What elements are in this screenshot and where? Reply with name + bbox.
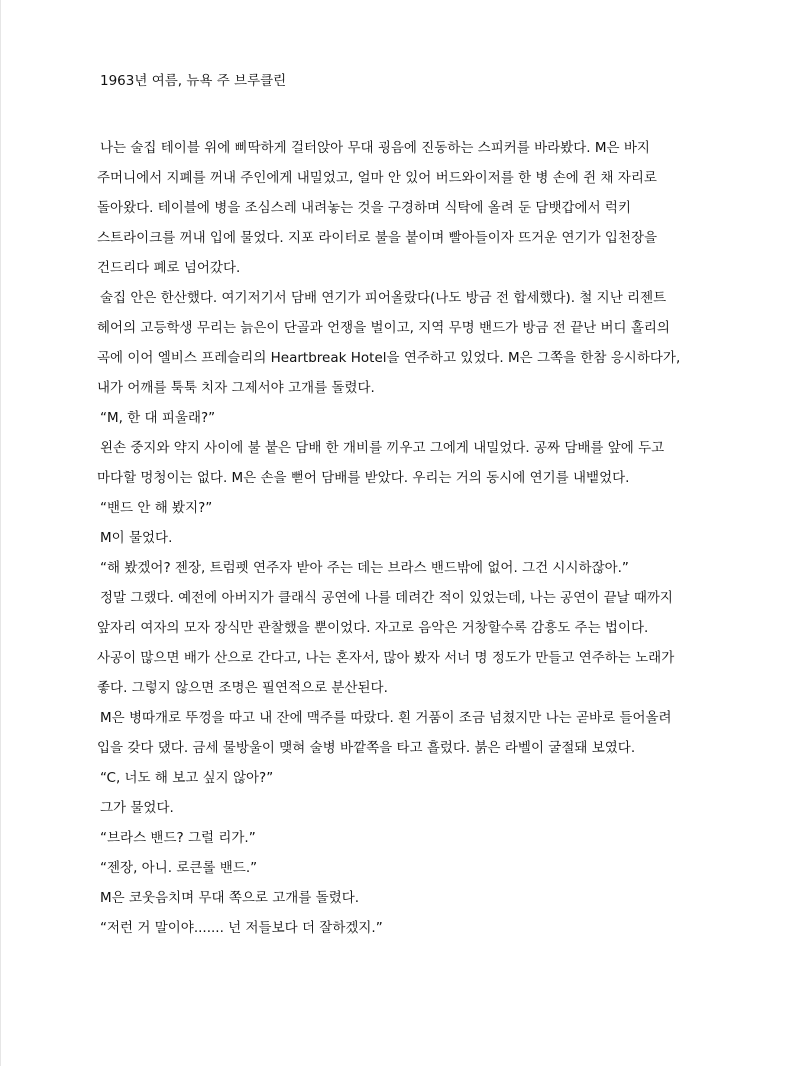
chapter-heading: 1963년 여름, 뉴욕 주 브루클린 [100, 73, 287, 89]
text-line: 술집 안은 한산했다. 여기저기서 담배 연기가 피어올랐다(나도 방금 전 합세했다). 철 지난 리젠트 [100, 290, 667, 306]
text-line: 곡에 이어 엘비스 프레슬리의 Heartbreak Hotel을 연주하고 있었다. M은 그쪽을 한참 응시하다가, [97, 350, 681, 366]
text-line: 좋다. 그렇지 않으면 조명은 필연적으로 분산된다. [97, 680, 388, 696]
text-line: 앞자리 여자의 모자 장식만 관찰했을 뿐이었다. 자고로 음악은 거창할수록 감흥도 주는 법이다. [97, 620, 649, 636]
document-body [97, 66, 737, 943]
text-line: “M, 한 대 피울래?” [100, 410, 216, 426]
text-line: 건드리다 폐로 넘어갔다. [97, 260, 241, 276]
text-line: 헤어의 고등학생 무리는 늙은이 단골과 언쟁을 벌이고, 지역 무명 밴드가 방금 전 끝난 버디 홀리의 [97, 320, 670, 336]
text-line: 내가 어깨를 툭툭 치자 그제서야 고개를 돌렸다. [97, 380, 375, 396]
text-line: M이 물었다. [100, 530, 173, 546]
text-line: 왼손 중지와 약지 사이에 불 붙은 담배 한 개비를 끼우고 그에게 내밀었다. 공짜 담배를 앞에 두고 [100, 440, 665, 456]
text-line: M은 코웃음치며 무대 쪽으로 고개를 돌렸다. [100, 890, 360, 906]
text-line: 나는 술집 테이블 위에 삐딱하게 걸터앉아 무대 굉음에 진동하는 스피커를 바라봤다. M은 바지 [100, 140, 650, 156]
text-line: “브라스 밴드? 그럴 리가.” [100, 830, 256, 846]
text-body [97, 133, 737, 943]
text-line: 스트라이크를 꺼내 입에 물었다. 지포 라이터로 불을 붙이며 빨아들이자 뜨거운 연기가 입천장을 [97, 230, 658, 246]
text-line: “해 봤겠어? 젠장, 트럼펫 연주자 받아 주는 데는 브라스 밴드밖에 없어. 그건 시시하잖아.” [100, 560, 629, 576]
text-line: 주머니에서 지폐를 꺼내 주인에게 내밀었고, 얼마 안 있어 버드와이저를 한 병 손에 쥔 채 자리로 [97, 170, 657, 186]
text-line: “젠장, 아니. 로큰롤 밴드.” [100, 860, 258, 876]
text-line: “밴드 안 해 봤지?” [100, 500, 213, 516]
text-line: “C, 너도 해 보고 싶지 않아?” [100, 770, 274, 786]
text-line: 입을 갖다 댔다. 금세 물방울이 맺혀 술병 바깥쪽을 타고 흘렀다. 붉은 라벨이 굴절돼 보였다. [97, 740, 636, 756]
text-line: 사공이 많으면 배가 산으로 간다고, 나는 혼자서, 많아 봤자 서너 명 정도가 만들고 연주하는 노래가 [97, 650, 675, 666]
text-line: M은 병따개로 뚜껑을 따고 내 잔에 맥주를 따랐다. 흰 거품이 조금 넘쳤지만 나는 곧바로 들어올려 [100, 710, 672, 726]
text-line: “저런 거 말이야....... 넌 저들보다 더 잘하겠지.” [100, 920, 383, 936]
text-line: 그가 물었다. [100, 800, 174, 816]
page-edge [0, 0, 1, 1066]
text-line: 마다할 멍청이는 없다. M은 손을 뻗어 담배를 받았다. 우리는 거의 동시에 연기를 내뱉었다. [97, 470, 630, 486]
text-line: 정말 그랬다. 예전에 아버지가 클래식 공연에 나를 데려간 적이 있었는데, 나는 공연이 끝날 때까지 [100, 590, 673, 606]
text-line: 돌아왔다. 테이블에 병을 조심스레 내려놓는 것을 구경하며 식탁에 올려 둔 담뱃갑에서 럭키 [97, 200, 632, 216]
